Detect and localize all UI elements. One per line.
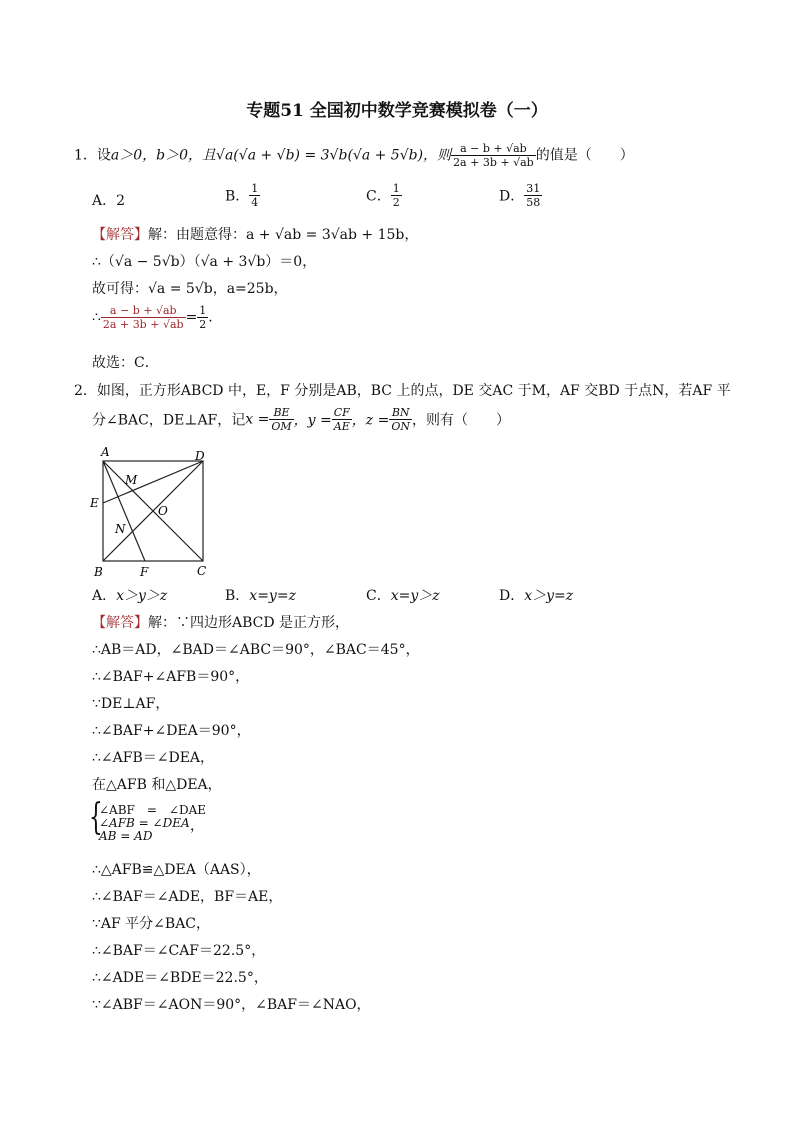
q1-fraction-numerator: a − b + √ab (451, 142, 536, 156)
q1-answer-line-3: 故可得：√a = 5√b，a=25b， (92, 281, 288, 297)
result-numerator: 1 (199, 304, 207, 317)
q2-step: ∴∠BAF+∠DEA＝90°， (92, 723, 251, 739)
q2-step: ∴∠BAF+∠AFB＝90°， (92, 669, 250, 685)
q2-option-b (225, 585, 296, 605)
option-denominator: 4 (251, 196, 259, 209)
answer-text: 解：∵四边形ABCD 是正方形， (148, 615, 350, 631)
q2-stem-line-2 (92, 406, 510, 433)
option-label: C． (366, 588, 391, 604)
option-label: B． (225, 188, 250, 205)
system-line-3: AB = AD (99, 829, 153, 843)
conclusion-fraction (101, 304, 186, 331)
q2-step: ∴AB＝AD，∠BAD＝∠ABC＝90°，∠BAC＝45°， (92, 642, 420, 658)
x-numerator: BE (269, 406, 293, 420)
q1-option-c (366, 182, 402, 209)
stem-end: ，则有（ ） (412, 412, 511, 429)
q1-answer-line-2: ∴（√a − 5√b）（√a + 3√b）＝0， (92, 254, 317, 270)
option-numerator: 1 (392, 182, 400, 195)
label-d: D (195, 449, 205, 463)
option-value: x＞y=z (524, 588, 574, 604)
q2-step: ∵DE⊥AF， (92, 696, 170, 712)
q2-answer-line-1 (92, 612, 349, 632)
answer-tag: 【解答】 (92, 227, 148, 243)
q2-step: ∵AF 平分∠BAC， (92, 916, 211, 932)
option-denominator: 58 (526, 196, 541, 209)
z-fraction (389, 406, 412, 433)
option-value: 2 (116, 193, 126, 209)
label-e: E (90, 496, 99, 510)
z-denominator: ON (391, 420, 411, 433)
equals-sign: = (185, 309, 198, 326)
conclusion-numerator: a − b + √ab (101, 304, 186, 318)
conclusion-result (197, 304, 208, 331)
answer-tag: 【解答】 (92, 615, 148, 631)
z-eq: ，z = (351, 412, 390, 429)
q1-fraction-denominator: 2a + 3b + √ab (453, 156, 534, 169)
q1-choice: 故选：C． (92, 355, 159, 371)
y-fraction (332, 406, 352, 433)
q2-step: 在△AFB 和△DEA， (92, 777, 222, 793)
q2-option-d (499, 585, 573, 605)
q1-option-a (92, 190, 125, 210)
z-numerator: BN (389, 406, 412, 420)
label-c: C (197, 564, 207, 578)
option-label: A． (92, 193, 117, 209)
system-line-1: ∠ABF = ∠DAE (99, 803, 207, 817)
label-b: B (94, 565, 103, 579)
q2-option-c (366, 585, 440, 605)
option-label: D． (499, 188, 525, 205)
label-m: M (125, 473, 138, 487)
therefore-symbol: ∴ (92, 309, 101, 326)
x-denominator: OM (271, 420, 292, 433)
option-numerator: 1 (251, 182, 259, 195)
answer-text: 解：由题意得：a + √ab = 3√ab + 15b， (148, 227, 419, 243)
label-f: F (140, 565, 149, 579)
option-numerator: 31 (526, 182, 541, 195)
period: . (208, 309, 213, 326)
y-numerator: CF (333, 406, 350, 419)
stem-text: 分∠BAC，DE⊥AF，记 (92, 412, 246, 429)
square-figure (84, 444, 224, 580)
option-label: C． (366, 188, 391, 205)
q2-step: ∴∠BAF＝∠CAF＝22.5°， (92, 943, 266, 959)
q1-option-b (225, 182, 260, 209)
option-denominator: 2 (392, 196, 400, 209)
option-value: x＞y＞z (116, 588, 168, 604)
q1-stem (74, 142, 634, 169)
page-title: 专题51 全国初中数学竞赛模拟卷（一） (246, 101, 548, 121)
y-denominator: AE (333, 420, 350, 433)
label-a: A (101, 445, 110, 459)
option-value: x=y=z (249, 588, 296, 604)
option-label: A． (92, 588, 117, 604)
label-o: O (158, 504, 168, 518)
x-fraction (269, 406, 293, 433)
system-end: ， (190, 818, 204, 834)
system-line-2: ∠AFB = ∠DEA (99, 816, 190, 830)
q1-stem-end: 的值是（ ） (535, 147, 634, 164)
q1-answer-line-1 (92, 224, 418, 244)
q2-stem-line-1: 2．如图，正方形ABCD 中，E，F 分别是AB，BC 上的点，DE 交AC 于M，AF 交BD 于点N，若AF 平 (74, 383, 731, 399)
option-fraction (249, 182, 260, 209)
q1-conclusion (92, 304, 213, 331)
q2-step: ∴∠ADE＝∠BDE＝22.5°， (92, 970, 268, 986)
q2-step: ∴△AFB≌△DEA（AAS）， (92, 862, 261, 878)
q1-number: 1．设 (74, 147, 111, 164)
q1-option-d (499, 182, 542, 209)
q1-condition: a＞0，b＞0，且√a(√a + √b) = 3√b(√a + 5√b)，则 (110, 147, 452, 164)
q2-step: ∴∠BAF＝∠ADE，BF＝AE， (92, 889, 283, 905)
label-n: N (115, 522, 126, 536)
q2-option-a (92, 585, 167, 605)
y-eq: ，y = (293, 412, 332, 429)
q1-fraction (451, 142, 536, 169)
option-value: x=y＞z (390, 588, 440, 604)
x-eq: x = (245, 411, 270, 428)
q2-step: ∴∠AFB＝∠DEA， (92, 750, 215, 766)
option-fraction (524, 182, 542, 209)
system-brace: { (89, 797, 103, 838)
option-label: B． (225, 588, 250, 604)
conclusion-denominator: 2a + 3b + √ab (102, 318, 184, 331)
result-denominator: 2 (199, 318, 207, 331)
q2-step: ∵∠ABF＝∠AON＝90°，∠BAF＝∠NAO， (92, 997, 371, 1013)
option-fraction (391, 182, 402, 209)
segment-af (103, 461, 145, 561)
option-label: D． (499, 588, 525, 604)
